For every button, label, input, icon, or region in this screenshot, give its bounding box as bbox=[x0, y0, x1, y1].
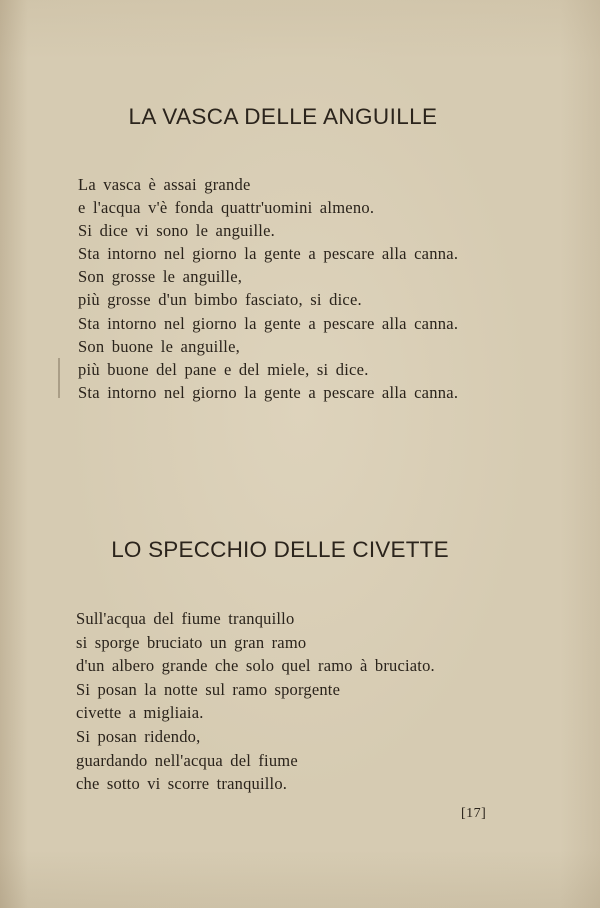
poem-line: e l'acqua v'è fonda quattr'uomini almeno. bbox=[78, 198, 375, 218]
poem-line: Son buone le anguille, bbox=[78, 336, 241, 356]
poem-line: La vasca è assai grande bbox=[78, 175, 251, 194]
poem-line: Sull'acqua del fiume tranquillo bbox=[76, 609, 295, 628]
poem-line: Si posan la notte sul ramo sporgente bbox=[76, 679, 341, 699]
poem-line: si sporge bruciato un gran ramo bbox=[76, 632, 307, 652]
poem-line: Si dice vi sono le anguille. bbox=[78, 221, 276, 241]
poem-line: più buone del pane e del miele, si dice. bbox=[78, 359, 369, 379]
poem-line: d'un albero grande che solo quel ramo à bruciato. bbox=[76, 656, 435, 676]
poem-body-specchio bbox=[76, 607, 435, 796]
poem-line: Si posan ridendo, bbox=[76, 726, 201, 746]
poem-title-vasca: LA VASCA DELLE ANGUILLE bbox=[128, 104, 438, 129]
poem-title-specchio: LO SPECCHIO DELLE CIVETTE bbox=[111, 537, 449, 562]
poem-line: Sta intorno nel giorno la gente a pescare alla canna. bbox=[78, 244, 459, 264]
poem-line: civette a migliaia. bbox=[76, 703, 204, 723]
poem-line: che sotto vi scorre tranquillo. bbox=[76, 774, 288, 794]
margin-pencil-mark bbox=[58, 358, 60, 398]
poem-line: più grosse d'un bimbo fasciato, si dice. bbox=[78, 290, 362, 310]
poem-line: guardando nell'acqua del fiume bbox=[76, 750, 298, 770]
poem-body-vasca bbox=[78, 173, 458, 404]
poem-line: Son grosse le anguille, bbox=[78, 267, 243, 287]
poem-line: Sta intorno nel giorno la gente a pescare alla canna. bbox=[78, 313, 459, 333]
page-number: [17] bbox=[461, 806, 487, 821]
poem-line: Sta intorno nel giorno la gente a pescare alla canna. bbox=[78, 382, 459, 402]
